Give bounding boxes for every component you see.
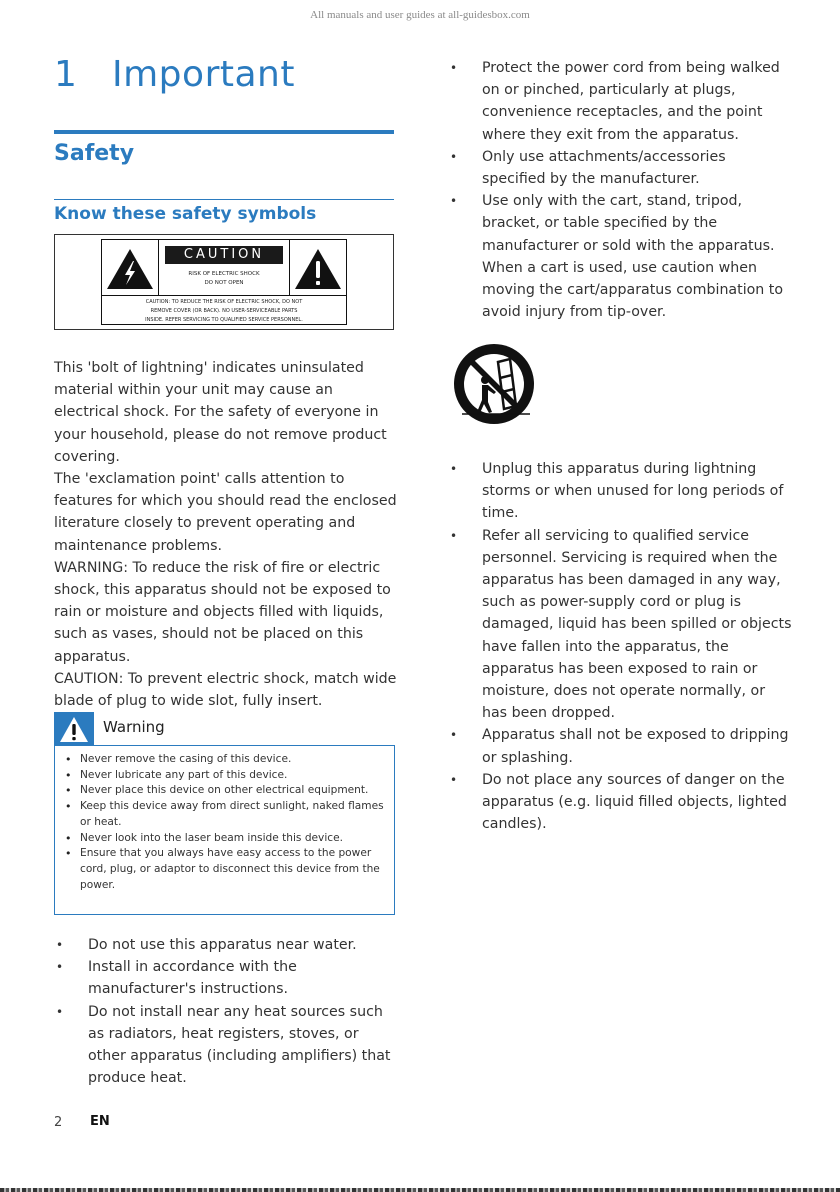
warning-item: • Never look into the laser beam inside this device. [63,831,388,847]
bullet-icon: • [450,772,458,787]
list-item [448,146,793,190]
caution-word: CAUTION [165,246,283,264]
list-item [448,769,793,836]
caution-bottom-line: INSIDE. REFER SERVICING TO QUALIFIED SERVICE PERSONNEL. [145,317,303,323]
list-item [448,458,793,525]
list-item-text: Only use attachments/accessories specified by the manufacturer. [482,148,726,188]
caution-bottom-line: CAUTION: TO REDUCE THE RISK OF ELECTRIC SHOCK, DO NOT [145,299,303,305]
warning-paragraph: WARNING: To reduce the risk of fire or electric shock, this apparatus should not be exposed to rain or moisture and objects filled with liquids, such as vases, should not be placed on this apparatus. [54,559,391,665]
bullet-icon: • [450,728,458,743]
caution-risk-line: RISK OF ELECTRIC SHOCK [188,271,260,277]
caution-bottom-line: REMOVE COVER (OR BACK). NO USER-SERVICEABLE PARTS [150,308,298,314]
list-item [448,190,793,323]
safety-list-right-bottom [448,458,793,835]
caution-bottom-text [102,298,346,325]
exclamation-paragraph: The 'exclamation point' calls attention to features for which you should read the enclosed literature closely to prevent operating and maintenance problems. [54,471,397,554]
list-item-text: Use only with the cart, stand, tripod, bracket, or table specified by the manufacturer or sold with the apparatus. When a cart is used, use caution when moving the cart/apparatus combination to avoid injury from tip-over. [482,193,784,321]
caution-text-block [160,240,288,296]
warning-item: • Never lubricate any part of this device. [63,768,388,784]
section-rule [54,130,394,134]
caution-risk-text [160,270,288,288]
list-item [448,525,793,725]
chapter-title [54,54,295,95]
subsection-title: Know these safety symbols [54,204,317,224]
list-item [54,956,399,1000]
chapter-title-text: Important [112,54,295,95]
exclamation-triangle-icon [289,240,346,296]
section-title: Safety [54,141,135,166]
warning-item: • Ensure that you always have easy access to the power cord, plug, or adaptor to disconnect this device from the power. [63,846,388,893]
lightning-triangle-icon [102,240,159,296]
list-item-text: Refer all servicing to qualified service personnel. Servicing is required when the apparatus has been damaged in any way, such as power-supply cord or plug is damaged, liquid has been spilled or objects have fallen into the apparatus, the apparatus has been exposed to rain or moisture, does not operate normally, or has been dropped. [482,527,792,722]
bullet-icon: • [450,528,458,543]
bullet-icon: • [450,194,458,209]
subsection-rule [54,199,394,200]
lightning-paragraph: This 'bolt of lightning' indicates uninsulated material within your unit may cause an electrical shock. For the safety of everyone in your household, please do not remove product covering. [54,360,387,465]
scan-edge [0,1188,840,1192]
warning-list [63,752,388,893]
list-item [448,724,793,768]
list-item-text: Protect the power cord from being walked on or pinched, particularly at plugs, convenience receptacles, and the point where they exit from the apparatus. [482,60,780,143]
warning-icon [54,712,94,745]
bullet-icon: • [450,61,458,75]
list-item-text: Apparatus shall not be exposed to dripping or splashing. [482,727,789,766]
list-item-text: Do not install near any heat sources such as radiators, heat registers, stoves, or other apparatus (including amplifiers) that produce heat. [88,1003,391,1087]
caution-paragraph: CAUTION: To prevent electric shock, match wide blade of plug to wide slot, fully insert. [54,670,397,710]
list-item [54,1001,399,1090]
language-code: EN [90,1114,110,1129]
warning-box-title: Warning [103,718,165,736]
warning-box [54,745,395,915]
chapter-number: 1 [54,54,78,95]
caution-label-figure [54,234,394,330]
list-item [54,934,399,956]
watermark: All manuals and user guides at all-guidesbox.com [310,9,530,21]
warning-item: • Never place this device on other electrical equipment. [63,783,388,799]
bullet-icon: • [56,1004,64,1019]
caution-label-top [102,240,346,296]
bullet-icon: • [450,149,458,164]
caution-label [101,239,347,325]
page-number: 2 [54,1115,63,1130]
caution-risk-line: DO NOT OPEN [204,280,244,286]
bullet-icon: • [450,462,458,476]
warning-item: • Never remove the casing of this device. [63,752,388,768]
list-item [448,57,793,146]
bullet-icon: • [56,960,64,975]
cart-tip-over-warning-icon [452,342,536,434]
list-item-text: Do not place any sources of danger on the apparatus (e.g. liquid filled objects, lighted candles). [482,771,787,833]
bullet-icon: • [56,938,64,952]
list-item-text: Do not use this apparatus near water. [88,937,357,953]
list-item-text: Install in accordance with the manufacturer's instructions. [88,959,297,998]
safety-list-right-top [448,57,793,323]
list-item-text: Unplug this apparatus during lightning storms or when unused for long periods of time. [482,461,784,522]
warning-item: • Keep this device away from direct sunlight, naked flames or heat. [63,799,388,830]
symbols-explanation [54,357,399,712]
safety-list-left [54,934,399,1089]
